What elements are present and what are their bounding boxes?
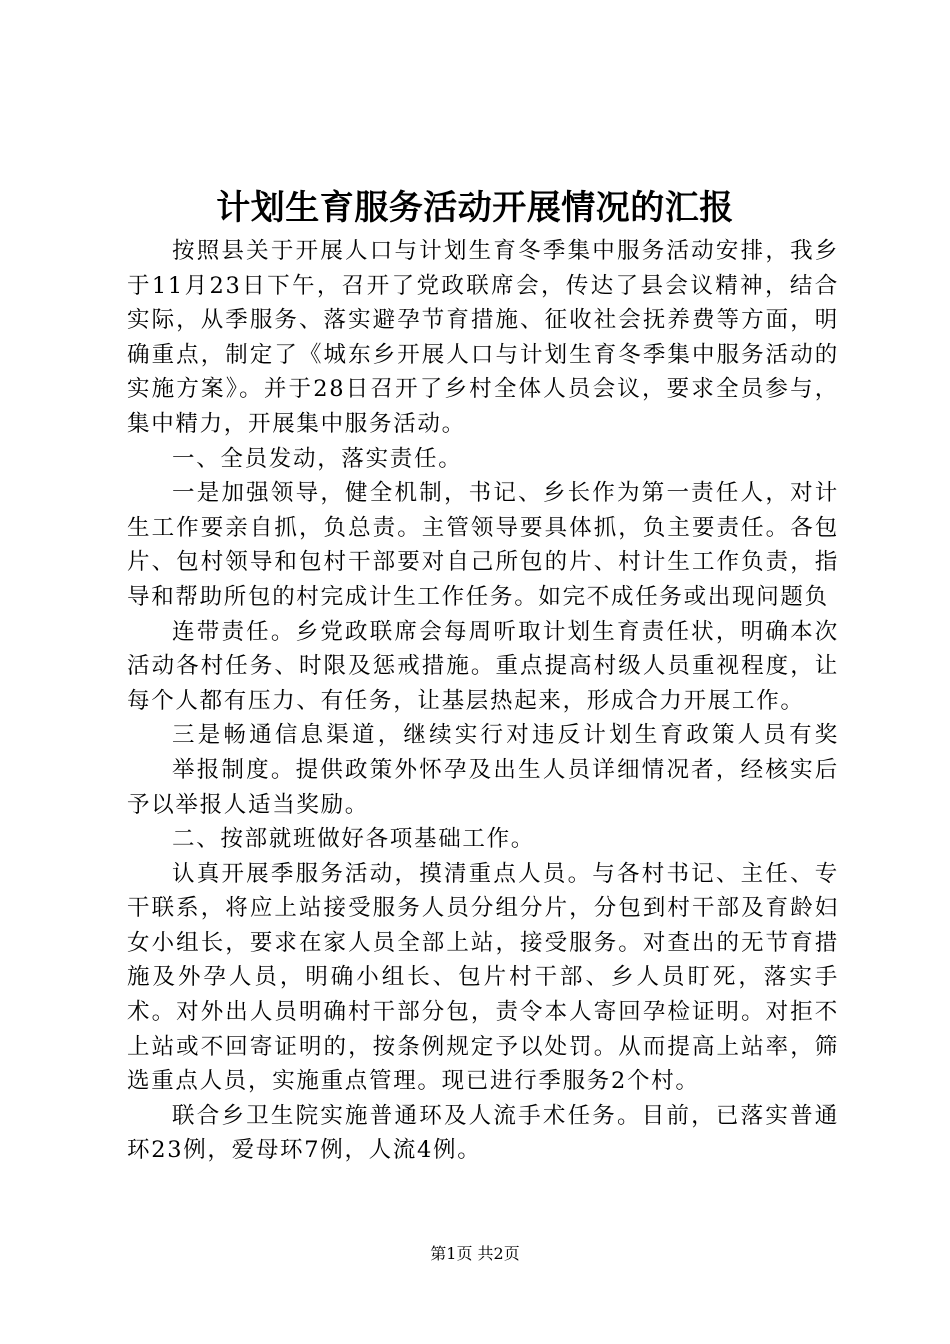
paragraph-leadership: 一是加强领导，健全机制，书记、乡长作为第一责任人，对计生工作要亲自抓，负总责。主管领导要具体抓，负主要责任。各包片、包村领导和包村干部要对自己所包的片、村计生工作负责，指导和帮助所包的村完成计生工作任务。如完不成任务或出现问题负 bbox=[127, 480, 839, 610]
document-title: 计划生育服务活动开展情况的汇报 bbox=[216, 188, 734, 228]
paragraph-intro: 按照县关于开展人口与计划生育冬季集中服务活动安排，我乡于11月23日下午，召开了党政联席会，传达了县会议精神，结合实际，从季服务、落实避孕节育措施、征收社会抚养费等方面，明确重点，制定了《城东乡开展人口与计划生育冬季集中服务活动的实施方案》。并于28日召开了乡村全体人员会议，要求全员参与，集中精力，开展集中服务活动。 bbox=[127, 238, 839, 437]
section-heading-2: 二、按部就班做好各项基础工作。 bbox=[172, 826, 536, 853]
page-footer: 第1页 共2页 bbox=[430, 1244, 520, 1263]
paragraph-reporting-system: 举报制度。提供政策外怀孕及出生人员详细情况者，经核实后予以举报人适当奖励。 bbox=[127, 756, 839, 818]
paragraph-information-channel: 三是畅通信息渠道，继续实行对违反计划生育政策人员有奖 bbox=[172, 722, 839, 749]
document-body bbox=[127, 234, 839, 1168]
paragraph-surgery-tasks: 联合乡卫生院实施普通环及人流手术任务。目前，已落实普通环23例，爱母环7例，人流4例。 bbox=[127, 1102, 839, 1164]
section-heading-1: 一、全员发动，落实责任。 bbox=[172, 445, 463, 472]
paragraph-joint-responsibility: 连带责任。乡党政联席会每周听取计划生育责任状，明确本次活动各村任务、时限及惩戒措施。重点提高村级人员重视程度，让每个人都有压力、有任务，让基层热起来，形成合力开展工作。 bbox=[127, 618, 839, 714]
paragraph-seasonal-service: 认真开展季服务活动，摸清重点人员。与各村书记、主任、专干联系，将应上站接受服务人员分组分片，分包到村干部及育龄妇女小组长，要求在家人员全部上站，接受服务。对查出的无节育措施及外孕人员，明确小组长、包片村干部、乡人员盯死，落实手术。对外出人员明确村干部分包，责令本人寄回孕检证明。对拒不上站或不回寄证明的，按条例规定予以处罚。从而提高上站率，筛选重点人员，实施重点管理。现已进行季服务2个村。 bbox=[127, 860, 839, 1095]
